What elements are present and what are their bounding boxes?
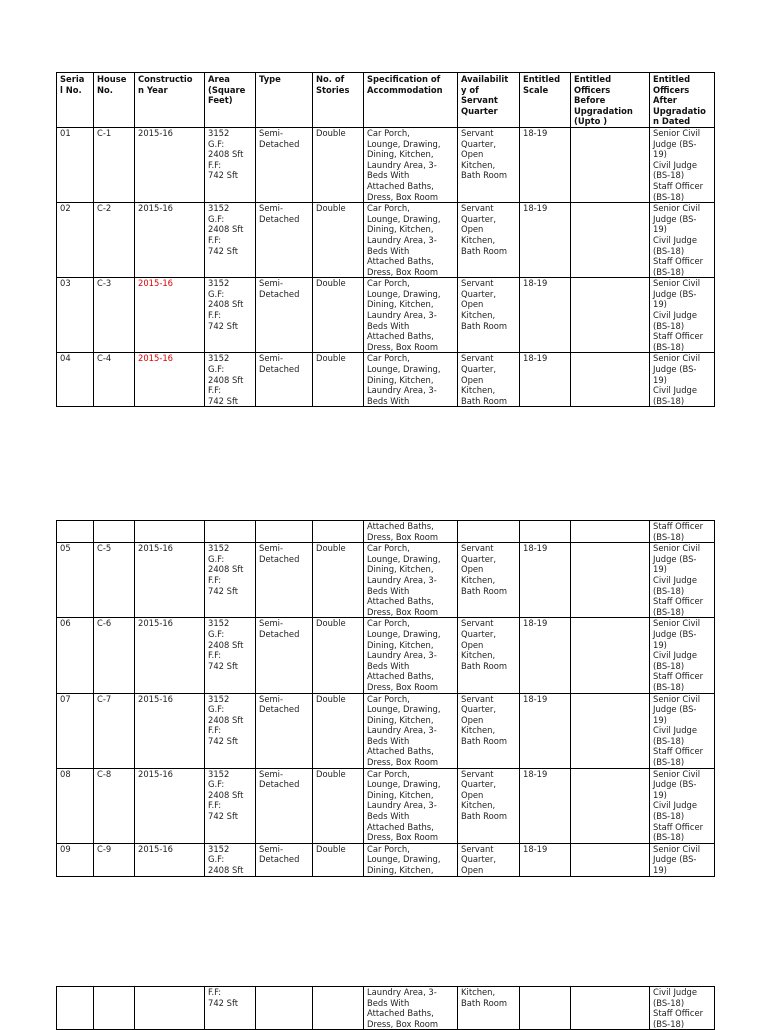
cell-specification: Car Porch, Lounge, Drawing, Dining, Kitchen, Laundry Area, 3- Beds With Attached Baths, Dress, Box Room — [364, 768, 458, 843]
cell-construction-year: 2015-16 — [135, 843, 205, 876]
cell-officers-before — [571, 987, 650, 1030]
cell-officers-before — [571, 618, 650, 693]
cell-serial-no — [57, 987, 94, 1030]
cell-servant-quarter: Servant Quarter, Open Kitchen, Bath Room — [458, 278, 520, 353]
cell-stories: Double — [313, 618, 364, 693]
cell-house-no — [94, 987, 135, 1030]
cell-entitled-scale: 18-19 — [520, 127, 571, 202]
cell-specification: Car Porch, Lounge, Drawing, Dining, Kitchen, Laundry Area, 3- Beds With Attached Baths, Dress, Box Room — [364, 127, 458, 202]
cell-servant-quarter — [458, 521, 520, 543]
cell-area: 3152 G.F: 2408 Sft F.F: 742 Sft — [205, 353, 256, 407]
cell-entitled-scale: 18-19 — [520, 768, 571, 843]
col-header-entitled-scale: Entitled Scale — [520, 73, 571, 128]
cell-officers-after: Senior Civil Judge (BS- 19) Civil Judge (BS-18) Staff Officer (BS-18) — [650, 203, 715, 278]
col-header-stories: No. of Stories — [313, 73, 364, 128]
col-header-serial-no: Seria l No. — [57, 73, 94, 128]
cell-officers-before — [571, 768, 650, 843]
cell-officers-after: Senior Civil Judge (BS- 19) Civil Judge (BS-18) Staff Officer (BS-18) — [650, 768, 715, 843]
cell-servant-quarter: Servant Quarter, Open Kitchen, Bath Room — [458, 543, 520, 618]
cell-construction-year: 2015-16 — [135, 618, 205, 693]
accommodation-table-section-1 — [56, 72, 715, 407]
cell-stories: Double — [313, 278, 364, 353]
cell-servant-quarter: Kitchen, Bath Room — [458, 987, 520, 1030]
col-header-type: Type — [256, 73, 313, 128]
cell-officers-before — [571, 127, 650, 202]
cell-serial-no: 08 — [57, 768, 94, 843]
cell-house-no: C-4 — [94, 353, 135, 407]
cell-officers-before — [571, 543, 650, 618]
cell-officers-before — [571, 521, 650, 543]
cell-type: Semi- Detached — [256, 618, 313, 693]
cell-construction-year — [135, 521, 205, 543]
cell-entitled-scale: 18-19 — [520, 278, 571, 353]
cell-area: 3152 G.F: 2408 Sft F.F: 742 Sft — [205, 278, 256, 353]
cell-house-no: C-7 — [94, 693, 135, 768]
cell-servant-quarter: Servant Quarter, Open Kitchen, Bath Room — [458, 618, 520, 693]
cell-serial-no: 07 — [57, 693, 94, 768]
col-header-servant-quarter: Availabilit y of Servant Quarter — [458, 73, 520, 128]
cell-specification: Car Porch, Lounge, Drawing, Dining, Kitchen, Laundry Area, 3- Beds With Attached Baths, Dress, Box Room — [364, 278, 458, 353]
cell-serial-no: 05 — [57, 543, 94, 618]
cell-servant-quarter: Servant Quarter, Open Kitchen, Bath Room — [458, 203, 520, 278]
cell-specification: Car Porch, Lounge, Drawing, Dining, Kitchen, — [364, 843, 458, 876]
cell-construction-year: 2015-16 — [135, 693, 205, 768]
cell-construction-year — [135, 987, 205, 1030]
cell-area: 3152 G.F: 2408 Sft F.F: 742 Sft — [205, 693, 256, 768]
cell-entitled-scale: 18-19 — [520, 353, 571, 407]
cell-entitled-scale — [520, 987, 571, 1030]
table-row — [57, 618, 715, 693]
table-row — [57, 127, 715, 202]
cell-area — [205, 521, 256, 543]
cell-type: Semi- Detached — [256, 353, 313, 407]
cell-entitled-scale — [520, 521, 571, 543]
cell-stories: Double — [313, 693, 364, 768]
cell-type: Semi- Detached — [256, 768, 313, 843]
cell-servant-quarter: Servant Quarter, Open — [458, 843, 520, 876]
cell-officers-before — [571, 843, 650, 876]
cell-specification: Car Porch, Lounge, Drawing, Dining, Kitchen, Laundry Area, 3- Beds With Attached Baths, Dress, Box Room — [364, 543, 458, 618]
cell-serial-no: 09 — [57, 843, 94, 876]
table-row-continuation — [57, 987, 715, 1030]
cell-stories: Double — [313, 353, 364, 407]
cell-specification: Car Porch, Lounge, Drawing, Dining, Kitchen, Laundry Area, 3- Beds With Attached Baths, Dress, Box Room — [364, 693, 458, 768]
col-header-area: Area (Square Feet) — [205, 73, 256, 128]
cell-stories — [313, 987, 364, 1030]
cell-officers-after: Senior Civil Judge (BS- 19) — [650, 843, 715, 876]
col-header-house-no: House No. — [94, 73, 135, 128]
cell-specification: Car Porch, Lounge, Drawing, Dining, Kitchen, Laundry Area, 3- Beds With Attached Baths, Dress, Box Room — [364, 203, 458, 278]
accommodation-table-section-2 — [56, 520, 715, 877]
cell-serial-no: 01 — [57, 127, 94, 202]
cell-entitled-scale: 18-19 — [520, 543, 571, 618]
cell-entitled-scale: 18-19 — [520, 203, 571, 278]
cell-serial-no: 04 — [57, 353, 94, 407]
cell-serial-no: 06 — [57, 618, 94, 693]
col-header-officers-after: Entitled Officers After Upgradatio n Dated — [650, 73, 715, 128]
cell-officers-after: Staff Officer (BS-18) — [650, 521, 715, 543]
cell-servant-quarter: Servant Quarter, Open Kitchen, Bath Room — [458, 127, 520, 202]
table-row — [57, 843, 715, 876]
accommodation-table-section-3 — [56, 986, 715, 1030]
cell-type — [256, 521, 313, 543]
cell-officers-before — [571, 278, 650, 353]
cell-servant-quarter: Servant Quarter, Open Kitchen, Bath Room — [458, 693, 520, 768]
cell-type: Semi- Detached — [256, 543, 313, 618]
cell-serial-no: 03 — [57, 278, 94, 353]
cell-stories: Double — [313, 543, 364, 618]
cell-entitled-scale: 18-19 — [520, 693, 571, 768]
cell-officers-after: Senior Civil Judge (BS- 19) Civil Judge (BS-18) Staff Officer (BS-18) — [650, 543, 715, 618]
cell-stories: Double — [313, 768, 364, 843]
col-header-officers-before: Entitled Officers Before Upgradation (Upto ) — [571, 73, 650, 128]
table-row — [57, 203, 715, 278]
cell-entitled-scale: 18-19 — [520, 618, 571, 693]
table-row — [57, 693, 715, 768]
cell-officers-after: Senior Civil Judge (BS- 19) Civil Judge (BS-18) Staff Officer (BS-18) — [650, 693, 715, 768]
cell-house-no: C-8 — [94, 768, 135, 843]
cell-specification: Car Porch, Lounge, Drawing, Dining, Kitchen, Laundry Area, 3- Beds With Attached Baths, Dress, Box Room — [364, 618, 458, 693]
cell-house-no: C-1 — [94, 127, 135, 202]
header-row — [57, 73, 715, 128]
cell-house-no: C-6 — [94, 618, 135, 693]
cell-officers-before — [571, 203, 650, 278]
cell-construction-year: 2015-16 — [135, 203, 205, 278]
table-row — [57, 278, 715, 353]
cell-entitled-scale: 18-19 — [520, 843, 571, 876]
cell-construction-year: 2015-16 — [135, 543, 205, 618]
cell-house-no — [94, 521, 135, 543]
table-row — [57, 768, 715, 843]
cell-type: Semi- Detached — [256, 693, 313, 768]
cell-type — [256, 987, 313, 1030]
cell-stories: Double — [313, 843, 364, 876]
cell-type: Semi- Detached — [256, 278, 313, 353]
cell-construction-year: 2015-16 — [135, 127, 205, 202]
cell-officers-after: Senior Civil Judge (BS- 19) Civil Judge (BS-18) — [650, 353, 715, 407]
table-row — [57, 543, 715, 618]
cell-serial-no: 02 — [57, 203, 94, 278]
col-header-specification: Specification of Accommodation — [364, 73, 458, 128]
cell-officers-before — [571, 693, 650, 768]
cell-servant-quarter: Servant Quarter, Open Kitchen, Bath Room — [458, 353, 520, 407]
cell-specification: Car Porch, Lounge, Drawing, Dining, Kitchen, Laundry Area, 3- Beds With — [364, 353, 458, 407]
cell-stories: Double — [313, 203, 364, 278]
cell-construction-year-highlighted: 2015-16 — [135, 278, 205, 353]
table-row — [57, 353, 715, 407]
cell-stories: Double — [313, 127, 364, 202]
cell-area: 3152 G.F: 2408 Sft F.F: 742 Sft — [205, 203, 256, 278]
cell-serial-no — [57, 521, 94, 543]
cell-construction-year: 2015-16 — [135, 768, 205, 843]
cell-house-no: C-2 — [94, 203, 135, 278]
col-header-construction-year: Constructio n Year — [135, 73, 205, 128]
cell-officers-before — [571, 353, 650, 407]
cell-officers-after: Civil Judge (BS-18) Staff Officer (BS-18) — [650, 987, 715, 1030]
cell-type: Semi- Detached — [256, 203, 313, 278]
cell-officers-after: Senior Civil Judge (BS- 19) Civil Judge (BS-18) Staff Officer (BS-18) — [650, 278, 715, 353]
cell-house-no: C-5 — [94, 543, 135, 618]
cell-house-no: C-3 — [94, 278, 135, 353]
cell-area: 3152 G.F: 2408 Sft F.F: 742 Sft — [205, 127, 256, 202]
cell-area: 3152 G.F: 2408 Sft — [205, 843, 256, 876]
cell-area: 3152 G.F: 2408 Sft F.F: 742 Sft — [205, 768, 256, 843]
cell-officers-after: Senior Civil Judge (BS- 19) Civil Judge (BS-18) Staff Officer (BS-18) — [650, 127, 715, 202]
cell-area: F.F: 742 Sft — [205, 987, 256, 1030]
cell-type: Semi- Detached — [256, 127, 313, 202]
cell-specification: Laundry Area, 3- Beds With Attached Baths, Dress, Box Room — [364, 987, 458, 1030]
cell-area: 3152 G.F: 2408 Sft F.F: 742 Sft — [205, 618, 256, 693]
cell-specification: Attached Baths, Dress, Box Room — [364, 521, 458, 543]
cell-type: Semi- Detached — [256, 843, 313, 876]
cell-house-no: C-9 — [94, 843, 135, 876]
cell-construction-year-highlighted: 2015-16 — [135, 353, 205, 407]
cell-officers-after: Senior Civil Judge (BS- 19) Civil Judge (BS-18) Staff Officer (BS-18) — [650, 618, 715, 693]
cell-stories — [313, 521, 364, 543]
cell-servant-quarter: Servant Quarter, Open Kitchen, Bath Room — [458, 768, 520, 843]
cell-area: 3152 G.F: 2408 Sft F.F: 742 Sft — [205, 543, 256, 618]
table-row-continuation — [57, 521, 715, 543]
